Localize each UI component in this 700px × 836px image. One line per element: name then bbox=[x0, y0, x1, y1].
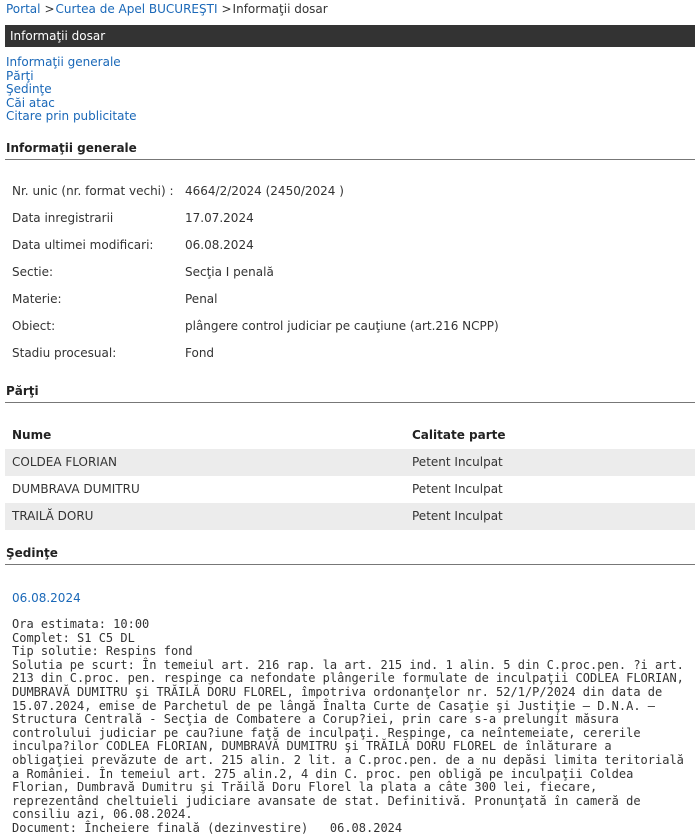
breadcrumb-separator: > bbox=[221, 2, 232, 16]
section-heading-text: Părţi bbox=[6, 384, 39, 398]
table-row bbox=[5, 476, 695, 503]
nav-link-parti[interactable]: Părţi bbox=[6, 68, 34, 83]
section-heading-text: Şedinţe bbox=[6, 546, 58, 560]
breadcrumb-court-link[interactable]: Curtea de Apel BUCUREŞTI bbox=[55, 2, 218, 16]
section-heading-parti bbox=[5, 383, 695, 403]
table-row bbox=[5, 449, 695, 476]
session-date-link[interactable]: 06.08.2024 bbox=[12, 591, 81, 605]
info-label: Data ultimei modificari: bbox=[12, 238, 154, 252]
page-title-bar bbox=[5, 25, 695, 47]
session-complet: Complet: S1 C5 DL bbox=[12, 630, 135, 645]
info-value: Fond bbox=[185, 346, 215, 360]
info-label: Materie: bbox=[12, 292, 62, 306]
party-name: COLDEA FLORIAN bbox=[12, 455, 118, 469]
section-heading-general bbox=[5, 140, 695, 160]
party-calitate: Petent Inculpat bbox=[412, 455, 503, 469]
info-value: 17.07.2024 bbox=[185, 211, 254, 225]
info-label: Obiect: bbox=[12, 319, 56, 333]
nav-link-sedinte[interactable]: Şedinţe bbox=[6, 82, 52, 97]
party-calitate: Petent Inculpat bbox=[412, 482, 503, 496]
info-label: Nr. unic (nr. format vechi) : bbox=[12, 184, 174, 198]
info-label: Sectie: bbox=[12, 265, 54, 279]
info-value: Secţia I penală bbox=[185, 265, 274, 279]
session-solutie: Solutia pe scurt: În temeiul art. 216 rap. la art. 215 ind. 1 alin. 5 din C.proc.pen. ?i art. 213 din C.proc. pen. respinge ca nefondate plângerile formulate de inculpaţii CODLEA FLORIAN, DUMBRAVĂ DUMITRU şi TRĂILĂ DORU FLOREL, împotriva ordonanţelor nr. 52/1/P/2024 din data de 15.07.2024, emise de Parchetul de pe lângă Înalta Curte de Casaţie şi Justiţie – D.N.A. – Structura Centrală - Secţia de Combatere a Corup?iei, prin care s-a prelungit măsura controlului judiciar pe cau?iune faţă de inculpaţi. Respinge, ca neîntemeiate, cererile inculpa?ilor CODLEA FLORIAN, DUMBRAVĂ DUMITRU şi TRĂILĂ DORU FLOREL de înlăturare a obligaţiei prevăzute de art. 215 alin. 2 lit. a C.proc.pen. de a nu depăsi limita teritorială a României. În temeiul art. 275 alin.2, 4 din C. proc. pen obligă pe inculpaţii Coldea Florian, Dumbravă Dumitru şi Trăilă Doru Florel la plata a câte 300 lei, fiecare, reprezentând cheltuieli judiciare avansate de stat. Definitivă. Pronunţată în cameră de consiliu azi, 06.08.2024. bbox=[12, 657, 684, 822]
info-value: 4664/2/2024 (2450/2024 ) bbox=[185, 184, 344, 198]
column-header-calitate: Calitate parte bbox=[412, 428, 506, 442]
session-ora: Ora estimata: 10:00 bbox=[12, 617, 150, 631]
info-label: Stadiu procesual: bbox=[12, 346, 117, 360]
breadcrumb-current: Informaţii dosar bbox=[232, 2, 328, 16]
column-header-nume: Nume bbox=[12, 428, 52, 442]
nav-link-informatii-generale[interactable]: Informaţii generale bbox=[6, 55, 121, 69]
section-nav bbox=[6, 56, 137, 124]
info-label: Data inregistrarii bbox=[12, 211, 114, 225]
session-document: Document: Încheiere finală (dezinvestire) 06.08.2024 bbox=[12, 820, 403, 835]
session-tip-solutie: Tip solutie: Respins fond bbox=[12, 644, 193, 659]
table-header-row bbox=[5, 422, 695, 449]
breadcrumb bbox=[6, 1, 328, 17]
nav-link-cai-atac[interactable]: Căi atac bbox=[6, 95, 55, 110]
nav-link-citare[interactable]: Citare prin publicitate bbox=[6, 109, 137, 124]
breadcrumb-separator: > bbox=[44, 2, 55, 16]
section-heading-text: Informaţii generale bbox=[6, 141, 137, 155]
info-value: 06.08.2024 bbox=[185, 238, 254, 252]
party-name: TRAILĂ DORU bbox=[12, 509, 94, 523]
info-value: Penal bbox=[185, 292, 218, 306]
page-title: Informaţii dosar bbox=[10, 29, 106, 43]
party-calitate: Petent Inculpat bbox=[412, 509, 503, 523]
table-row bbox=[5, 503, 695, 530]
info-value: plângere control judiciar pe cauţiune (art.216 NCPP) bbox=[185, 319, 499, 333]
breadcrumb-portal-link[interactable]: Portal bbox=[6, 2, 41, 16]
section-heading-sedinte bbox=[5, 545, 695, 565]
session-details bbox=[12, 618, 688, 836]
party-name: DUMBRAVA DUMITRU bbox=[12, 482, 140, 496]
